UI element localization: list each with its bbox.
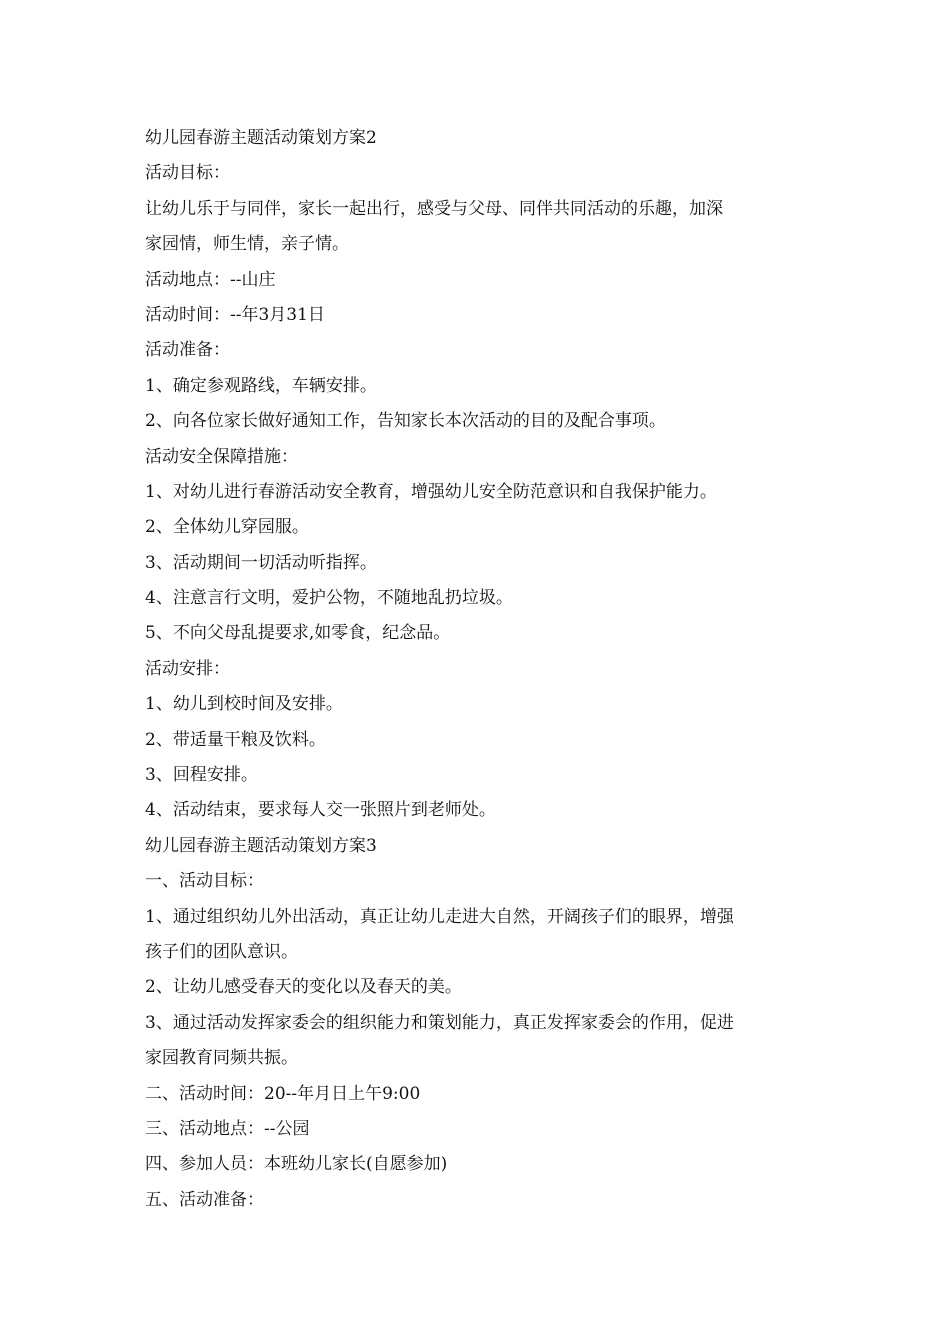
text-line: 4、活动结束，要求每人交一张照片到老师处。 xyxy=(145,800,496,821)
document-body xyxy=(145,123,810,1220)
text-line: 3、回程安排。 xyxy=(145,765,258,786)
text-line: 活动目标： xyxy=(145,163,230,184)
text-line: 活动地点：--山庄 xyxy=(145,269,276,290)
text-line: 1、幼儿到校时间及安排。 xyxy=(145,694,343,715)
text-line: 1、对幼儿进行春游活动安全教育，增强幼儿安全防范意识和自我保护能力。 xyxy=(145,481,717,502)
text-line: 活动安排： xyxy=(145,658,230,679)
text-line: 家园教育同频共振。 xyxy=(145,1048,298,1069)
text-line: 三、活动地点：--公园 xyxy=(145,1118,310,1139)
text-line: 五、活动准备： xyxy=(145,1189,264,1210)
text-line: 孩子们的团队意识。 xyxy=(145,941,298,962)
text-line: 2、让幼儿感受春天的变化以及春天的美。 xyxy=(145,977,462,998)
text-line: 活动时间：--年3月31日 xyxy=(145,304,325,325)
text-line: 4、注意言行文明，爱护公物，不随地乱扔垃圾。 xyxy=(145,588,513,609)
text-line: 让幼儿乐于与同伴，家长一起出行，感受与父母、同伴共同活动的乐趣，加深 xyxy=(145,198,723,219)
text-line: 2、全体幼儿穿园服。 xyxy=(145,517,309,538)
text-line: 2、带适量干粮及饮料。 xyxy=(145,729,326,750)
text-line: 3、活动期间一切活动听指挥。 xyxy=(145,552,377,573)
text-line: 1、确定参观路线，车辆安排。 xyxy=(145,375,377,396)
text-line: 5、不向父母乱提要求,如零食，纪念品。 xyxy=(145,623,451,644)
text-line: 活动安全保障措施： xyxy=(145,446,298,467)
text-line: 二、活动时间：20--年月日上午9:00 xyxy=(145,1083,421,1104)
text-line: 2、向各位家长做好通知工作，告知家长本次活动的目的及配合事项。 xyxy=(145,411,666,432)
text-line: 活动准备： xyxy=(145,340,230,361)
section-title-plan-2: 幼儿园春游主题活动策划方案2 xyxy=(145,128,377,148)
text-line: 家园情，师生情，亲子情。 xyxy=(145,234,349,255)
text-line: 3、通过活动发挥家委会的组织能力和策划能力，真正发挥家委会的作用，促进 xyxy=(145,1012,734,1033)
text-line: 四、参加人员：本班幼儿家长(自愿参加) xyxy=(145,1154,448,1175)
text-line: 一、活动目标： xyxy=(145,871,264,892)
text-line: 1、通过组织幼儿外出活动，真正让幼儿走进大自然，开阔孩子们的眼界，增强 xyxy=(145,906,734,927)
section-title-plan-3: 幼儿园春游主题活动策划方案3 xyxy=(145,835,377,856)
